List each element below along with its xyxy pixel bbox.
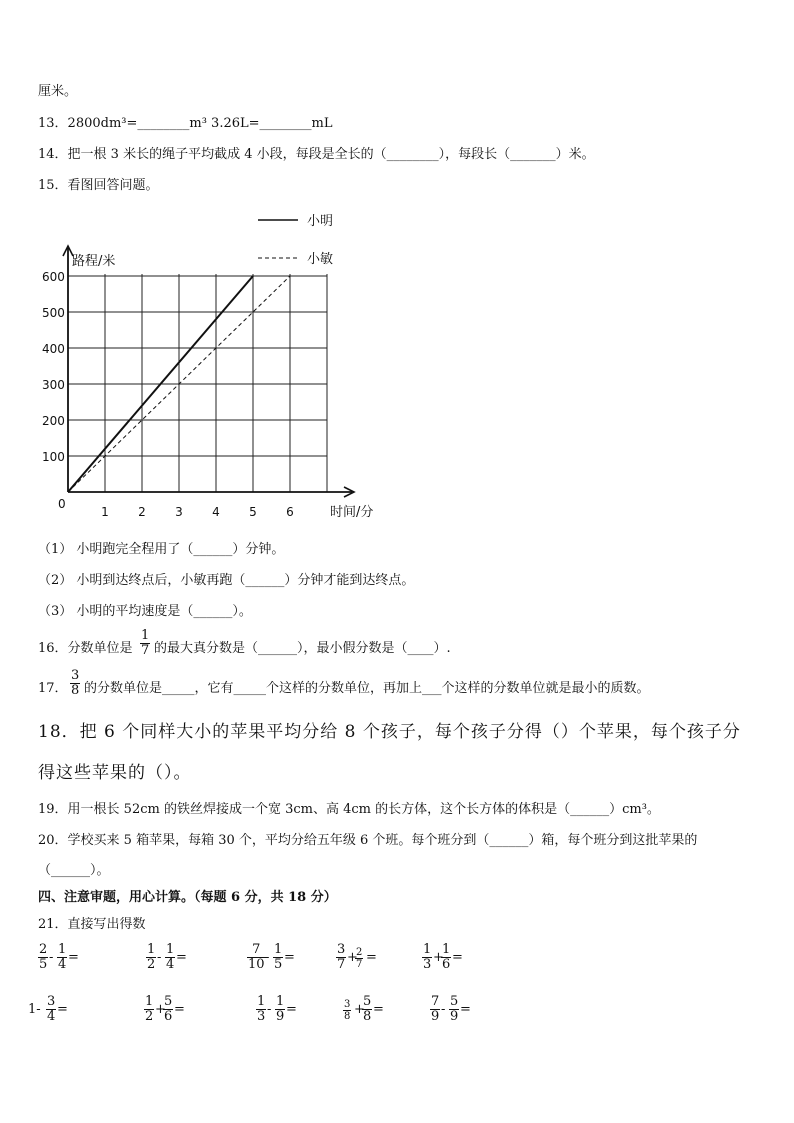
series-line-xiaoming	[68, 276, 253, 492]
operator: =	[286, 1002, 297, 1017]
numerator: 2	[356, 947, 363, 958]
question-15-3: （3） 小明的平均速度是（______）。	[38, 604, 252, 619]
numerator: 7	[252, 942, 261, 957]
operator: +	[347, 950, 358, 965]
operator: +	[354, 1002, 365, 1017]
fraction	[146, 943, 156, 972]
y-axis-label: 路程/米	[72, 254, 116, 269]
x-axis-label: 时间/分	[330, 505, 374, 520]
question-21: 21．直接写出得数	[38, 917, 146, 932]
numerator: 1	[423, 942, 432, 957]
fraction	[38, 943, 48, 972]
numerator: 2	[39, 942, 48, 957]
operator: +	[433, 950, 444, 965]
operator: =	[452, 950, 463, 965]
fraction	[336, 943, 346, 972]
fraction	[441, 943, 451, 972]
fraction	[247, 943, 266, 972]
denominator: 5	[274, 957, 283, 972]
fraction-three-eighths	[70, 669, 80, 698]
y-axis-arrow	[63, 246, 73, 256]
denominator: 2	[145, 1009, 154, 1024]
x-tick-label: 1	[101, 505, 109, 519]
question-16-start: 16．分数单位是	[38, 641, 133, 656]
question-15-2: （2） 小明到达终点后，小敏再跑（______）分钟才能到达终点。	[38, 573, 415, 588]
operator: -	[157, 950, 162, 965]
series-line-xiaomin	[68, 276, 290, 492]
fraction	[165, 943, 175, 972]
operator: -	[441, 1002, 446, 1017]
question-14: 14．把一根 3 米长的绳子平均截成 4 小段，每段是全长的（________），每段长（_______）米。	[38, 147, 595, 162]
denominator: 8	[71, 683, 80, 698]
chart-grid	[68, 274, 327, 492]
denominator: 9	[431, 1009, 440, 1024]
denominator: 7	[141, 643, 150, 658]
operator: 1-	[28, 1002, 41, 1017]
question-20-line1: 20．学校买来 5 箱苹果，每箱 30 个，平均分给五年级 6 个班。每个班分到（______）箱，每个班分到这批苹果的	[38, 833, 698, 848]
numerator: 7	[431, 994, 440, 1009]
question-18-line1: 18．把 6 个同样大小的苹果平均分给 8 个孩子，每个孩子分得（）个苹果，每个孩子分	[38, 722, 741, 742]
operator: -	[49, 950, 54, 965]
numerator: 1	[276, 994, 285, 1009]
numerator: 1	[145, 994, 154, 1009]
operator: =	[373, 1002, 384, 1017]
fraction	[273, 943, 283, 972]
operator: =	[366, 950, 377, 965]
question-13: 13．2800dm³=________m³ 3.26L=________mL	[38, 116, 333, 131]
numerator: 5	[450, 994, 459, 1009]
denominator: 4	[166, 957, 175, 972]
x-tick-label: 5	[249, 505, 257, 519]
question-20-line2: （______）。	[38, 863, 110, 878]
y-tick-label: 200	[42, 414, 65, 428]
operator: -	[267, 1002, 272, 1017]
fraction	[144, 995, 154, 1024]
operator: =	[176, 950, 187, 965]
denominator: 4	[58, 957, 67, 972]
legend-label: 小明	[307, 214, 334, 229]
y-tick-label: 400	[42, 342, 65, 356]
fraction	[449, 995, 459, 1024]
operator: =	[68, 950, 79, 965]
y-tick-label: 600	[42, 270, 65, 284]
numerator: 1	[166, 942, 175, 957]
numerator: 1	[257, 994, 266, 1009]
fraction	[275, 995, 285, 1024]
fraction	[343, 999, 351, 1022]
fraction	[163, 995, 173, 1024]
question-18-line2: 得这些苹果的（）。	[38, 763, 192, 783]
operator: =	[57, 1002, 68, 1017]
operator: -	[265, 950, 270, 965]
fraction	[355, 947, 363, 970]
legend-label: 小敏	[307, 252, 334, 267]
section-4-heading: 四、注意审题，用心计算。（每题 6 分，共 18 分）	[38, 890, 337, 905]
denominator: 7	[337, 957, 346, 972]
operator: =	[460, 1002, 471, 1017]
question-17-start: 17．	[38, 681, 68, 696]
chart-axes	[58, 246, 373, 520]
fraction	[256, 995, 266, 1024]
denominator: 6	[164, 1009, 173, 1024]
denominator: 3	[257, 1009, 266, 1024]
denominator: 2	[147, 957, 156, 972]
denominator: 8	[363, 1009, 372, 1024]
denominator: 5	[39, 957, 48, 972]
y-tick-label: 100	[42, 450, 65, 464]
numerator: 3	[71, 668, 80, 683]
numerator: 1	[147, 942, 156, 957]
operator: =	[284, 950, 295, 965]
question-17-end: 的分数单位是_____，它有_____个这样的分数单位，再加上___个这样的分数单位就是最小的质数。	[84, 681, 650, 696]
x-tick-label: 4	[212, 505, 220, 519]
question-16-end: 的最大真分数是（______），最小假分数是（____）.	[154, 641, 451, 656]
numerator: 3	[344, 999, 351, 1010]
denominator: 4	[47, 1009, 56, 1024]
denominator: 6	[442, 957, 451, 972]
numerator: 1	[442, 942, 451, 957]
denominator: 3	[423, 957, 432, 972]
numerator: 1	[274, 942, 283, 957]
numerator: 5	[363, 994, 372, 1009]
fraction-one-seventh	[140, 629, 150, 658]
denominator: 9	[450, 1009, 459, 1024]
operator: =	[174, 1002, 185, 1017]
numerator: 3	[47, 994, 56, 1009]
origin-label: 0	[58, 497, 66, 511]
x-tick-label: 3	[175, 505, 183, 519]
fraction	[430, 995, 440, 1024]
numerator: 1	[141, 628, 150, 643]
fraction	[57, 943, 67, 972]
y-tick-label: 500	[42, 306, 65, 320]
fraction	[422, 943, 432, 972]
numerator: 3	[337, 942, 346, 957]
denominator: 9	[276, 1009, 285, 1024]
x-tick-label: 2	[138, 505, 146, 519]
numerator: 1	[58, 942, 67, 957]
question-19: 19．用一根长 52cm 的铁丝焊接成一个宽 3cm、高 4cm 的长方体，这个长方体的体积是（______）cm³。	[38, 802, 660, 817]
y-tick-label: 300	[42, 378, 65, 392]
x-tick-label: 6	[286, 505, 294, 519]
chart-legend	[258, 214, 333, 267]
denominator: 10	[248, 957, 265, 972]
question-15: 15．看图回答问题。	[38, 178, 159, 193]
chart-series	[68, 276, 290, 492]
fraction	[362, 995, 372, 1024]
denominator: 8	[344, 1011, 351, 1022]
numerator: 5	[164, 994, 173, 1009]
fraction	[46, 995, 56, 1024]
denominator: 7	[356, 959, 363, 970]
question-15-1: （1） 小明跑完全程用了（______）分钟。	[38, 542, 285, 557]
continuation-text: 厘米。	[38, 84, 78, 99]
chart-ticks	[42, 270, 294, 519]
operator: +	[155, 1002, 166, 1017]
x-axis-arrow	[344, 487, 354, 497]
